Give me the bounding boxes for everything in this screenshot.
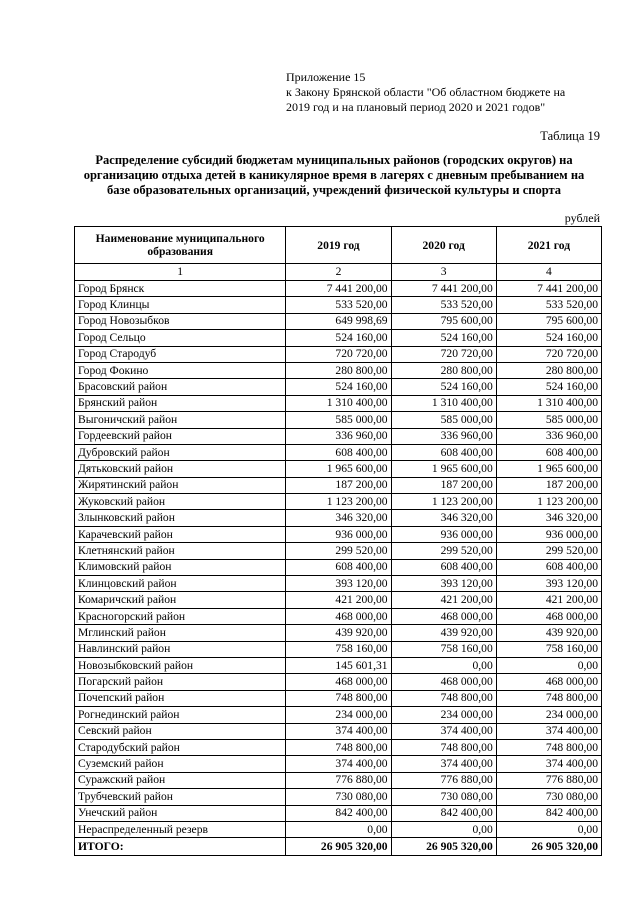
municipality-name: Гордеевский район bbox=[75, 428, 286, 444]
table-row bbox=[75, 330, 602, 346]
amount-2020: 468 000,00 bbox=[391, 674, 496, 690]
amount-2020: 280 800,00 bbox=[391, 362, 496, 378]
municipality-name: Жуковский район bbox=[75, 494, 286, 510]
table-number: Таблица 19 bbox=[540, 129, 600, 143]
municipality-name: Мглинский район bbox=[75, 625, 286, 641]
municipality-name: Город Фокино bbox=[75, 362, 286, 378]
amount-2020: 936 000,00 bbox=[391, 526, 496, 542]
amount-2021: 1 123 200,00 bbox=[496, 494, 601, 510]
table-row bbox=[75, 346, 602, 362]
amount-2020: 585 000,00 bbox=[391, 412, 496, 428]
amount-2021: 524 160,00 bbox=[496, 379, 601, 395]
table-body bbox=[75, 281, 602, 838]
amount-2020: 524 160,00 bbox=[391, 330, 496, 346]
amount-2021: 795 600,00 bbox=[496, 313, 601, 329]
amount-2021: 0,00 bbox=[496, 821, 601, 837]
amount-2020: 608 400,00 bbox=[391, 444, 496, 460]
table-row bbox=[75, 526, 602, 542]
amount-2019: 720 720,00 bbox=[286, 346, 391, 362]
amount-2019: 524 160,00 bbox=[286, 379, 391, 395]
amount-2021: 336 960,00 bbox=[496, 428, 601, 444]
amount-2020: 842 400,00 bbox=[391, 805, 496, 821]
amount-2020: 299 520,00 bbox=[391, 543, 496, 559]
amount-2021: 7 441 200,00 bbox=[496, 281, 601, 297]
municipality-name: Унечский район bbox=[75, 805, 286, 821]
amount-2020: 187 200,00 bbox=[391, 477, 496, 493]
amount-2019: 0,00 bbox=[286, 821, 391, 837]
amount-2020: 1 123 200,00 bbox=[391, 494, 496, 510]
municipality-name: Стародубский район bbox=[75, 739, 286, 755]
table-row bbox=[75, 805, 602, 821]
table-row bbox=[75, 739, 602, 755]
table-row bbox=[75, 477, 602, 493]
municipality-name: Севский район bbox=[75, 723, 286, 739]
table-row bbox=[75, 674, 602, 690]
amount-2019: 280 800,00 bbox=[286, 362, 391, 378]
amount-2021: 730 080,00 bbox=[496, 789, 601, 805]
table-header-row bbox=[75, 227, 602, 264]
total-2020: 26 905 320,00 bbox=[391, 838, 496, 856]
amount-2019: 346 320,00 bbox=[286, 510, 391, 526]
municipality-name: Нераспределенный резерв bbox=[75, 821, 286, 837]
appendix-line-1: Приложение 15 bbox=[286, 70, 366, 84]
amount-2021: 346 320,00 bbox=[496, 510, 601, 526]
amount-2019: 1 965 600,00 bbox=[286, 461, 391, 477]
amount-2021: 421 200,00 bbox=[496, 592, 601, 608]
amount-2021: 234 000,00 bbox=[496, 707, 601, 723]
column-number: 1 bbox=[75, 264, 286, 281]
table-row bbox=[75, 690, 602, 706]
amount-2021: 439 920,00 bbox=[496, 625, 601, 641]
municipality-name: Комаричский район bbox=[75, 592, 286, 608]
amount-2021: 468 000,00 bbox=[496, 608, 601, 624]
municipality-name: Суземский район bbox=[75, 756, 286, 772]
municipality-name: Красногорский район bbox=[75, 608, 286, 624]
table-row bbox=[75, 608, 602, 624]
amount-2019: 758 160,00 bbox=[286, 641, 391, 657]
amount-2019: 374 400,00 bbox=[286, 756, 391, 772]
unit-label: рублей bbox=[564, 211, 600, 225]
table-row bbox=[75, 412, 602, 428]
amount-2021: 374 400,00 bbox=[496, 756, 601, 772]
amount-2020: 1 310 400,00 bbox=[391, 395, 496, 411]
header-2019: 2019 год bbox=[286, 227, 391, 264]
total-2021: 26 905 320,00 bbox=[496, 838, 601, 856]
amount-2019: 468 000,00 bbox=[286, 674, 391, 690]
municipality-name: Климовский район bbox=[75, 559, 286, 575]
table-row bbox=[75, 789, 602, 805]
amount-2020: 393 120,00 bbox=[391, 576, 496, 592]
amount-2020: 439 920,00 bbox=[391, 625, 496, 641]
amount-2019: 585 000,00 bbox=[286, 412, 391, 428]
municipality-name: Дубровский район bbox=[75, 444, 286, 460]
municipality-name: Город Брянск bbox=[75, 281, 286, 297]
table-row bbox=[75, 576, 602, 592]
amount-2020: 374 400,00 bbox=[391, 756, 496, 772]
municipality-name: Жирятинский район bbox=[75, 477, 286, 493]
amount-2020: 795 600,00 bbox=[391, 313, 496, 329]
amount-2020: 1 965 600,00 bbox=[391, 461, 496, 477]
appendix-line-3: 2019 год и на плановый период 2020 и 2021 годов" bbox=[286, 100, 546, 114]
amount-2019: 299 520,00 bbox=[286, 543, 391, 559]
subsidy-table bbox=[74, 226, 602, 856]
header-2020: 2020 год bbox=[391, 227, 496, 264]
table-row bbox=[75, 821, 602, 837]
amount-2021: 608 400,00 bbox=[496, 444, 601, 460]
amount-2020: 468 000,00 bbox=[391, 608, 496, 624]
table-row bbox=[75, 543, 602, 559]
header-2021: 2021 год bbox=[496, 227, 601, 264]
amount-2019: 936 000,00 bbox=[286, 526, 391, 542]
document-title bbox=[64, 153, 604, 198]
amount-2019: 7 441 200,00 bbox=[286, 281, 391, 297]
amount-2021: 393 120,00 bbox=[496, 576, 601, 592]
municipality-name: Погарский район bbox=[75, 674, 286, 690]
table-row bbox=[75, 444, 602, 460]
amount-2020: 0,00 bbox=[391, 657, 496, 673]
table-row bbox=[75, 707, 602, 723]
table-row bbox=[75, 297, 602, 313]
amount-2021: 748 800,00 bbox=[496, 690, 601, 706]
total-label: ИТОГО: bbox=[75, 838, 286, 856]
amount-2021: 533 520,00 bbox=[496, 297, 601, 313]
amount-2021: 720 720,00 bbox=[496, 346, 601, 362]
amount-2019: 439 920,00 bbox=[286, 625, 391, 641]
amount-2020: 533 520,00 bbox=[391, 297, 496, 313]
table-row bbox=[75, 625, 602, 641]
amount-2020: 234 000,00 bbox=[391, 707, 496, 723]
amount-2020: 421 200,00 bbox=[391, 592, 496, 608]
municipality-name: Суражский район bbox=[75, 772, 286, 788]
municipality-name: Рогнединский район bbox=[75, 707, 286, 723]
appendix-line-2: к Закону Брянской области "Об областном бюджете на bbox=[286, 85, 566, 99]
amount-2019: 187 200,00 bbox=[286, 477, 391, 493]
table-row bbox=[75, 592, 602, 608]
amount-2021: 842 400,00 bbox=[496, 805, 601, 821]
table-row bbox=[75, 313, 602, 329]
amount-2020: 336 960,00 bbox=[391, 428, 496, 444]
amount-2019: 336 960,00 bbox=[286, 428, 391, 444]
amount-2021: 187 200,00 bbox=[496, 477, 601, 493]
amount-2020: 374 400,00 bbox=[391, 723, 496, 739]
municipality-name: Город Клинцы bbox=[75, 297, 286, 313]
amount-2019: 748 800,00 bbox=[286, 739, 391, 755]
municipality-name: Карачевский район bbox=[75, 526, 286, 542]
amount-2019: 776 880,00 bbox=[286, 772, 391, 788]
amount-2019: 145 601,31 bbox=[286, 657, 391, 673]
amount-2021: 1 965 600,00 bbox=[496, 461, 601, 477]
table-row bbox=[75, 362, 602, 378]
table-row bbox=[75, 281, 602, 297]
total-2019: 26 905 320,00 bbox=[286, 838, 391, 856]
municipality-name: Брянский район bbox=[75, 395, 286, 411]
table-row bbox=[75, 559, 602, 575]
table-row bbox=[75, 428, 602, 444]
title-line-1: Распределение субсидий бюджетам муниципальных районов (городских округов) на bbox=[95, 153, 573, 167]
amount-2021: 299 520,00 bbox=[496, 543, 601, 559]
municipality-name: Навлинский район bbox=[75, 641, 286, 657]
amount-2019: 608 400,00 bbox=[286, 444, 391, 460]
amount-2019: 468 000,00 bbox=[286, 608, 391, 624]
amount-2019: 842 400,00 bbox=[286, 805, 391, 821]
amount-2019: 533 520,00 bbox=[286, 297, 391, 313]
title-line-3: базе образовательных организаций, учреждений физической культуры и спорта bbox=[106, 183, 562, 197]
table-row bbox=[75, 510, 602, 526]
amount-2021: 776 880,00 bbox=[496, 772, 601, 788]
amount-2021: 1 310 400,00 bbox=[496, 395, 601, 411]
column-number: 2 bbox=[286, 264, 391, 281]
amount-2019: 1 123 200,00 bbox=[286, 494, 391, 510]
amount-2020: 720 720,00 bbox=[391, 346, 496, 362]
amount-2021: 585 000,00 bbox=[496, 412, 601, 428]
appendix-note bbox=[286, 70, 565, 115]
amount-2021: 608 400,00 bbox=[496, 559, 601, 575]
amount-2020: 758 160,00 bbox=[391, 641, 496, 657]
column-number: 4 bbox=[496, 264, 601, 281]
table-row bbox=[75, 395, 602, 411]
municipality-name: Клинцовский район bbox=[75, 576, 286, 592]
amount-2021: 468 000,00 bbox=[496, 674, 601, 690]
table-row bbox=[75, 657, 602, 673]
total-row bbox=[75, 838, 602, 856]
municipality-name: Новозыбковский район bbox=[75, 657, 286, 673]
municipality-name: Брасовский район bbox=[75, 379, 286, 395]
amount-2021: 748 800,00 bbox=[496, 739, 601, 755]
municipality-name: Злынковский район bbox=[75, 510, 286, 526]
municipality-name: Город Сельцо bbox=[75, 330, 286, 346]
municipality-name: Трубчевский район bbox=[75, 789, 286, 805]
table-row bbox=[75, 723, 602, 739]
table-row bbox=[75, 756, 602, 772]
amount-2019: 234 000,00 bbox=[286, 707, 391, 723]
amount-2021: 0,00 bbox=[496, 657, 601, 673]
amount-2020: 7 441 200,00 bbox=[391, 281, 496, 297]
amount-2019: 748 800,00 bbox=[286, 690, 391, 706]
amount-2019: 730 080,00 bbox=[286, 789, 391, 805]
amount-2019: 524 160,00 bbox=[286, 330, 391, 346]
municipality-name: Клетнянский район bbox=[75, 543, 286, 559]
amount-2019: 649 998,69 bbox=[286, 313, 391, 329]
table-row bbox=[75, 461, 602, 477]
amount-2020: 776 880,00 bbox=[391, 772, 496, 788]
municipality-name: Город Новозыбков bbox=[75, 313, 286, 329]
amount-2019: 608 400,00 bbox=[286, 559, 391, 575]
municipality-name: Город Стародуб bbox=[75, 346, 286, 362]
amount-2020: 608 400,00 bbox=[391, 559, 496, 575]
amount-2020: 730 080,00 bbox=[391, 789, 496, 805]
table-row bbox=[75, 494, 602, 510]
amount-2020: 346 320,00 bbox=[391, 510, 496, 526]
municipality-name: Почепский район bbox=[75, 690, 286, 706]
header-municipality: Наименование муниципального образования bbox=[75, 227, 286, 264]
amount-2020: 524 160,00 bbox=[391, 379, 496, 395]
table-row bbox=[75, 772, 602, 788]
title-line-2: организацию отдыха детей в каникулярное время в лагерях с дневным пребыванием на bbox=[83, 168, 585, 182]
amount-2021: 758 160,00 bbox=[496, 641, 601, 657]
municipality-name: Дятьковский район bbox=[75, 461, 286, 477]
table-row bbox=[75, 379, 602, 395]
amount-2021: 374 400,00 bbox=[496, 723, 601, 739]
amount-2020: 748 800,00 bbox=[391, 690, 496, 706]
amount-2019: 421 200,00 bbox=[286, 592, 391, 608]
amount-2019: 393 120,00 bbox=[286, 576, 391, 592]
amount-2019: 1 310 400,00 bbox=[286, 395, 391, 411]
amount-2021: 280 800,00 bbox=[496, 362, 601, 378]
amount-2020: 0,00 bbox=[391, 821, 496, 837]
table-row bbox=[75, 641, 602, 657]
column-numbers-row bbox=[75, 264, 602, 281]
amount-2021: 524 160,00 bbox=[496, 330, 601, 346]
municipality-name: Выгоничский район bbox=[75, 412, 286, 428]
amount-2021: 936 000,00 bbox=[496, 526, 601, 542]
amount-2019: 374 400,00 bbox=[286, 723, 391, 739]
column-number: 3 bbox=[391, 264, 496, 281]
amount-2020: 748 800,00 bbox=[391, 739, 496, 755]
